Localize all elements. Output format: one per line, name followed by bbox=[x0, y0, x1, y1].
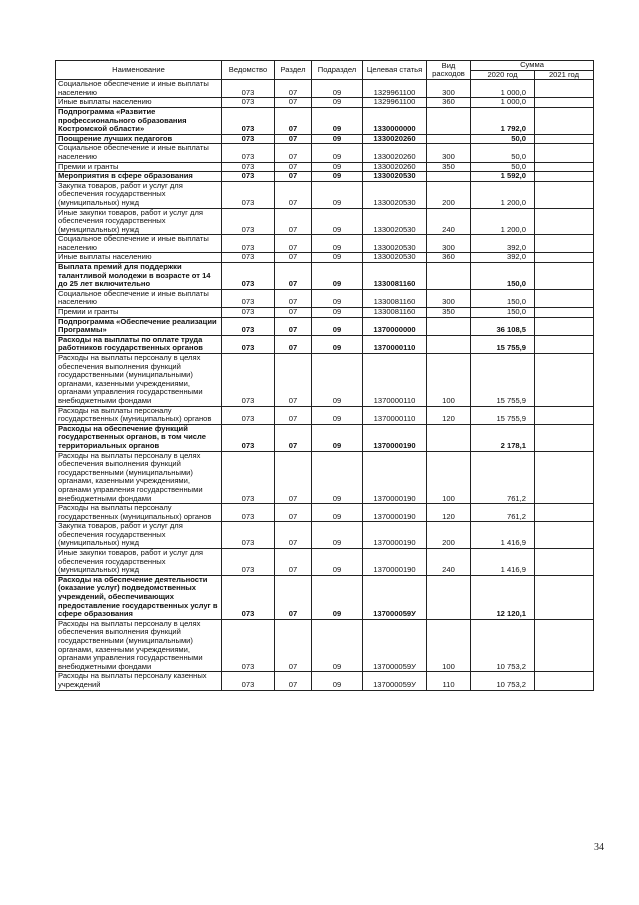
cell-sum-2021 bbox=[535, 575, 594, 619]
cell-target: 1370000190 bbox=[363, 522, 427, 549]
cell-dept: 073 bbox=[222, 208, 275, 235]
table-row bbox=[56, 289, 594, 307]
table-row bbox=[56, 522, 594, 549]
cell-target: 137000059У bbox=[363, 619, 427, 672]
table-row bbox=[56, 575, 594, 619]
cell-target: 1370000190 bbox=[363, 504, 427, 522]
cell-target: 1330081160 bbox=[363, 263, 427, 290]
cell-name: Расходы на обеспечение деятельности (оказание услуг) подведомственных учреждений, обеспечивающих предоставление государственных услуг в сфере образования bbox=[56, 575, 222, 619]
page-number: 34 bbox=[594, 842, 604, 853]
cell-sum-2020: 50,0 bbox=[471, 144, 535, 162]
cell-dept: 073 bbox=[222, 619, 275, 672]
cell-target: 1330020260 bbox=[363, 144, 427, 162]
table-row bbox=[56, 308, 594, 318]
cell-exp-type: 240 bbox=[427, 549, 471, 576]
cell-target: 1330020260 bbox=[363, 134, 427, 144]
cell-section: 07 bbox=[275, 522, 312, 549]
cell-sum-2021 bbox=[535, 522, 594, 549]
table-row bbox=[56, 253, 594, 263]
cell-target: 1370000110 bbox=[363, 406, 427, 424]
cell-subsection: 09 bbox=[312, 144, 363, 162]
cell-dept: 073 bbox=[222, 549, 275, 576]
cell-section: 07 bbox=[275, 335, 312, 353]
cell-target: 1370000190 bbox=[363, 549, 427, 576]
cell-sum-2020: 15 755,9 bbox=[471, 406, 535, 424]
cell-sum-2021 bbox=[535, 263, 594, 290]
cell-sum-2021 bbox=[535, 144, 594, 162]
cell-dept: 073 bbox=[222, 451, 275, 504]
cell-name: Иные закупки товаров, работ и услуг для обеспечения государственных (муниципальных) нужд bbox=[56, 549, 222, 576]
cell-sum-2020: 1 200,0 bbox=[471, 181, 535, 208]
col-header-subsection: Подраздел bbox=[312, 61, 363, 80]
table-row bbox=[56, 162, 594, 172]
cell-target: 1330020530 bbox=[363, 235, 427, 253]
cell-name: Расходы на выплаты персоналу в целях обеспечения выполнения функций государственными (муниципальными) органами, казенными учреждениями, органами управления государственными внебюджетными фондами bbox=[56, 451, 222, 504]
cell-target: 1370000110 bbox=[363, 335, 427, 353]
cell-target: 1329961100 bbox=[363, 98, 427, 108]
cell-name: Социальное обеспечение и иные выплаты населению bbox=[56, 235, 222, 253]
cell-sum-2020: 150,0 bbox=[471, 308, 535, 318]
cell-sum-2021 bbox=[535, 406, 594, 424]
cell-exp-type bbox=[427, 134, 471, 144]
cell-section: 07 bbox=[275, 549, 312, 576]
cell-name: Иные закупки товаров, работ и услуг для обеспечения государственных (муниципальных) нужд bbox=[56, 208, 222, 235]
cell-sum-2020: 2 178,1 bbox=[471, 424, 535, 451]
cell-name: Иные выплаты населению bbox=[56, 98, 222, 108]
cell-sum-2020: 150,0 bbox=[471, 289, 535, 307]
header-row bbox=[56, 61, 594, 71]
cell-subsection: 09 bbox=[312, 672, 363, 690]
cell-sum-2020: 1 416,9 bbox=[471, 522, 535, 549]
cell-sum-2021 bbox=[535, 335, 594, 353]
cell-subsection: 09 bbox=[312, 172, 363, 182]
cell-target: 1330081160 bbox=[363, 289, 427, 307]
cell-subsection: 09 bbox=[312, 263, 363, 290]
cell-subsection: 09 bbox=[312, 335, 363, 353]
cell-sum-2021 bbox=[535, 235, 594, 253]
cell-dept: 073 bbox=[222, 98, 275, 108]
cell-exp-type: 120 bbox=[427, 504, 471, 522]
cell-exp-type: 100 bbox=[427, 354, 471, 407]
col-header-section: Раздел bbox=[275, 61, 312, 80]
cell-sum-2021 bbox=[535, 162, 594, 172]
table-row bbox=[56, 549, 594, 576]
cell-target: 1370000190 bbox=[363, 451, 427, 504]
cell-dept: 073 bbox=[222, 80, 275, 98]
cell-sum-2020: 1 592,0 bbox=[471, 172, 535, 182]
cell-dept: 073 bbox=[222, 522, 275, 549]
cell-exp-type bbox=[427, 575, 471, 619]
col-header-year-2020: 2020 год bbox=[471, 70, 535, 80]
cell-section: 07 bbox=[275, 289, 312, 307]
cell-name: Социальное обеспечение и иные выплаты населению bbox=[56, 144, 222, 162]
table-row bbox=[56, 504, 594, 522]
cell-sum-2021 bbox=[535, 451, 594, 504]
table-row bbox=[56, 406, 594, 424]
cell-dept: 073 bbox=[222, 107, 275, 134]
cell-sum-2020: 50,0 bbox=[471, 134, 535, 144]
cell-section: 07 bbox=[275, 172, 312, 182]
cell-section: 07 bbox=[275, 80, 312, 98]
cell-name: Премии и гранты bbox=[56, 308, 222, 318]
cell-section: 07 bbox=[275, 354, 312, 407]
col-header-target: Целевая статья bbox=[363, 61, 427, 80]
col-header-name: Наименование bbox=[56, 61, 222, 80]
cell-dept: 073 bbox=[222, 134, 275, 144]
cell-subsection: 09 bbox=[312, 451, 363, 504]
cell-sum-2020: 392,0 bbox=[471, 235, 535, 253]
cell-name: Расходы на выплаты персоналу казенных учреждений bbox=[56, 672, 222, 690]
cell-dept: 073 bbox=[222, 575, 275, 619]
cell-sum-2020: 15 755,9 bbox=[471, 354, 535, 407]
cell-section: 07 bbox=[275, 504, 312, 522]
cell-section: 07 bbox=[275, 144, 312, 162]
cell-exp-type: 360 bbox=[427, 253, 471, 263]
cell-subsection: 09 bbox=[312, 208, 363, 235]
cell-target: 1330081160 bbox=[363, 308, 427, 318]
cell-section: 07 bbox=[275, 162, 312, 172]
cell-exp-type: 200 bbox=[427, 522, 471, 549]
cell-exp-type: 100 bbox=[427, 619, 471, 672]
cell-sum-2020: 1 000,0 bbox=[471, 80, 535, 98]
cell-exp-type: 300 bbox=[427, 235, 471, 253]
cell-sum-2020: 1 792,0 bbox=[471, 107, 535, 134]
cell-exp-type bbox=[427, 263, 471, 290]
cell-target: 137000059У bbox=[363, 672, 427, 690]
cell-dept: 073 bbox=[222, 181, 275, 208]
col-header-year-2021: 2021 год bbox=[535, 70, 594, 80]
cell-sum-2020: 15 755,9 bbox=[471, 335, 535, 353]
cell-section: 07 bbox=[275, 672, 312, 690]
cell-dept: 073 bbox=[222, 308, 275, 318]
cell-subsection: 09 bbox=[312, 235, 363, 253]
cell-target: 1370000190 bbox=[363, 424, 427, 451]
cell-name: Расходы на выплаты персоналу государственных (муниципальных) органов bbox=[56, 504, 222, 522]
cell-sum-2020: 150,0 bbox=[471, 263, 535, 290]
cell-section: 07 bbox=[275, 253, 312, 263]
cell-dept: 073 bbox=[222, 253, 275, 263]
cell-name: Иные выплаты населению bbox=[56, 253, 222, 263]
cell-exp-type: 100 bbox=[427, 451, 471, 504]
cell-dept: 073 bbox=[222, 504, 275, 522]
cell-sum-2020: 1 416,9 bbox=[471, 549, 535, 576]
cell-sum-2021 bbox=[535, 672, 594, 690]
cell-sum-2020: 761,2 bbox=[471, 451, 535, 504]
cell-section: 07 bbox=[275, 424, 312, 451]
cell-sum-2020: 10 753,2 bbox=[471, 619, 535, 672]
cell-sum-2021 bbox=[535, 181, 594, 208]
table-row bbox=[56, 144, 594, 162]
cell-subsection: 09 bbox=[312, 289, 363, 307]
cell-name: Расходы на выплаты персоналу в целях обеспечения выполнения функций государственными (муниципальными) органами, казенными учреждениями, органами управления государственными внебюджетными фондами bbox=[56, 354, 222, 407]
cell-section: 07 bbox=[275, 107, 312, 134]
cell-target: 1330020260 bbox=[363, 162, 427, 172]
budget-table bbox=[55, 60, 594, 691]
table-row bbox=[56, 80, 594, 98]
cell-exp-type: 360 bbox=[427, 98, 471, 108]
cell-target: 1329961100 bbox=[363, 80, 427, 98]
cell-section: 07 bbox=[275, 98, 312, 108]
cell-sum-2021 bbox=[535, 549, 594, 576]
budget-table-page bbox=[55, 60, 593, 691]
cell-sum-2021 bbox=[535, 354, 594, 407]
table-row bbox=[56, 451, 594, 504]
cell-dept: 073 bbox=[222, 406, 275, 424]
cell-sum-2020: 392,0 bbox=[471, 253, 535, 263]
cell-sum-2021 bbox=[535, 98, 594, 108]
cell-name: Социальное обеспечение и иные выплаты населению bbox=[56, 289, 222, 307]
col-header-sum: Сумма bbox=[471, 61, 594, 71]
cell-section: 07 bbox=[275, 308, 312, 318]
table-row bbox=[56, 672, 594, 690]
cell-subsection: 09 bbox=[312, 98, 363, 108]
cell-subsection: 09 bbox=[312, 549, 363, 576]
table-row bbox=[56, 619, 594, 672]
cell-sum-2021 bbox=[535, 253, 594, 263]
cell-section: 07 bbox=[275, 406, 312, 424]
cell-dept: 073 bbox=[222, 354, 275, 407]
cell-target: 1330000000 bbox=[363, 107, 427, 134]
cell-dept: 073 bbox=[222, 424, 275, 451]
table-row bbox=[56, 208, 594, 235]
cell-sum-2021 bbox=[535, 619, 594, 672]
cell-dept: 073 bbox=[222, 235, 275, 253]
cell-subsection: 09 bbox=[312, 107, 363, 134]
cell-exp-type bbox=[427, 335, 471, 353]
cell-name: Расходы на выплаты персоналу в целях обеспечения выполнения функций государственными (муниципальными) органами, казенными учреждениями, органами управления государственными внебюджетными фондами bbox=[56, 619, 222, 672]
cell-subsection: 09 bbox=[312, 162, 363, 172]
table-row bbox=[56, 263, 594, 290]
cell-exp-type: 120 bbox=[427, 406, 471, 424]
cell-exp-type bbox=[427, 317, 471, 335]
cell-name: Расходы на выплаты по оплате труда работников государственных органов bbox=[56, 335, 222, 353]
cell-section: 07 bbox=[275, 134, 312, 144]
table-row bbox=[56, 424, 594, 451]
cell-exp-type: 350 bbox=[427, 162, 471, 172]
cell-exp-type: 300 bbox=[427, 80, 471, 98]
cell-subsection: 09 bbox=[312, 308, 363, 318]
cell-exp-type: 300 bbox=[427, 289, 471, 307]
cell-section: 07 bbox=[275, 181, 312, 208]
cell-sum-2021 bbox=[535, 172, 594, 182]
table-row bbox=[56, 134, 594, 144]
cell-subsection: 09 bbox=[312, 424, 363, 451]
cell-target: 1330020530 bbox=[363, 253, 427, 263]
cell-name: Подпрограмма «Развитие профессионального образования Костромской области» bbox=[56, 107, 222, 134]
cell-sum-2020: 10 753,2 bbox=[471, 672, 535, 690]
cell-sum-2021 bbox=[535, 289, 594, 307]
table-row bbox=[56, 335, 594, 353]
cell-subsection: 09 bbox=[312, 619, 363, 672]
cell-dept: 073 bbox=[222, 172, 275, 182]
cell-name: Социальное обеспечение и иные выплаты населению bbox=[56, 80, 222, 98]
cell-target: 1330020530 bbox=[363, 172, 427, 182]
table-body bbox=[56, 80, 594, 690]
cell-dept: 073 bbox=[222, 335, 275, 353]
cell-section: 07 bbox=[275, 263, 312, 290]
cell-dept: 073 bbox=[222, 317, 275, 335]
cell-name: Мероприятия в сфере образования bbox=[56, 172, 222, 182]
cell-exp-type: 240 bbox=[427, 208, 471, 235]
cell-name: Поощрение лучших педагогов bbox=[56, 134, 222, 144]
cell-section: 07 bbox=[275, 619, 312, 672]
cell-section: 07 bbox=[275, 575, 312, 619]
table-row bbox=[56, 107, 594, 134]
col-header-dept: Ведомство bbox=[222, 61, 275, 80]
cell-name: Подпрограмма «Обеспечение реализации Программы» bbox=[56, 317, 222, 335]
cell-exp-type: 110 bbox=[427, 672, 471, 690]
cell-dept: 073 bbox=[222, 162, 275, 172]
cell-subsection: 09 bbox=[312, 134, 363, 144]
cell-target: 1330020530 bbox=[363, 181, 427, 208]
table-row bbox=[56, 181, 594, 208]
cell-section: 07 bbox=[275, 208, 312, 235]
cell-sum-2021 bbox=[535, 317, 594, 335]
cell-name: Расходы на выплаты персоналу государственных (муниципальных) органов bbox=[56, 406, 222, 424]
cell-sum-2021 bbox=[535, 424, 594, 451]
cell-target: 1370000110 bbox=[363, 354, 427, 407]
table-row bbox=[56, 317, 594, 335]
cell-sum-2020: 50,0 bbox=[471, 162, 535, 172]
cell-exp-type bbox=[427, 172, 471, 182]
cell-sum-2020: 761,2 bbox=[471, 504, 535, 522]
cell-sum-2021 bbox=[535, 80, 594, 98]
table-row bbox=[56, 235, 594, 253]
cell-dept: 073 bbox=[222, 263, 275, 290]
cell-subsection: 09 bbox=[312, 317, 363, 335]
table-row bbox=[56, 172, 594, 182]
cell-sum-2021 bbox=[535, 504, 594, 522]
cell-section: 07 bbox=[275, 317, 312, 335]
cell-target: 137000059У bbox=[363, 575, 427, 619]
cell-section: 07 bbox=[275, 451, 312, 504]
cell-exp-type: 200 bbox=[427, 181, 471, 208]
table-row bbox=[56, 98, 594, 108]
cell-sum-2020: 1 000,0 bbox=[471, 98, 535, 108]
cell-exp-type: 350 bbox=[427, 308, 471, 318]
cell-section: 07 bbox=[275, 235, 312, 253]
cell-dept: 073 bbox=[222, 144, 275, 162]
cell-exp-type bbox=[427, 107, 471, 134]
cell-subsection: 09 bbox=[312, 575, 363, 619]
col-header-exp-type: Вид расходов bbox=[427, 61, 471, 80]
cell-sum-2020: 36 108,5 bbox=[471, 317, 535, 335]
cell-sum-2021 bbox=[535, 208, 594, 235]
cell-subsection: 09 bbox=[312, 522, 363, 549]
cell-exp-type: 300 bbox=[427, 144, 471, 162]
cell-subsection: 09 bbox=[312, 253, 363, 263]
cell-subsection: 09 bbox=[312, 80, 363, 98]
cell-sum-2021 bbox=[535, 308, 594, 318]
cell-subsection: 09 bbox=[312, 354, 363, 407]
cell-name: Выплата премий для поддержки талантливой молодежи в возрасте от 14 до 25 лет включительно bbox=[56, 263, 222, 290]
cell-target: 1370000000 bbox=[363, 317, 427, 335]
cell-dept: 073 bbox=[222, 289, 275, 307]
cell-subsection: 09 bbox=[312, 181, 363, 208]
table-row bbox=[56, 354, 594, 407]
cell-dept: 073 bbox=[222, 672, 275, 690]
cell-name: Закупка товаров, работ и услуг для обеспечения государственных (муниципальных) нужд bbox=[56, 181, 222, 208]
cell-sum-2021 bbox=[535, 134, 594, 144]
cell-name: Расходы на обеспечение функций государственных органов, в том числе территориальных органов bbox=[56, 424, 222, 451]
cell-exp-type bbox=[427, 424, 471, 451]
cell-name: Премии и гранты bbox=[56, 162, 222, 172]
cell-name: Закупка товаров, работ и услуг для обеспечения государственных (муниципальных) нужд bbox=[56, 522, 222, 549]
cell-subsection: 09 bbox=[312, 406, 363, 424]
cell-sum-2020: 12 120,1 bbox=[471, 575, 535, 619]
cell-subsection: 09 bbox=[312, 504, 363, 522]
cell-sum-2021 bbox=[535, 107, 594, 134]
cell-sum-2020: 1 200,0 bbox=[471, 208, 535, 235]
cell-target: 1330020530 bbox=[363, 208, 427, 235]
